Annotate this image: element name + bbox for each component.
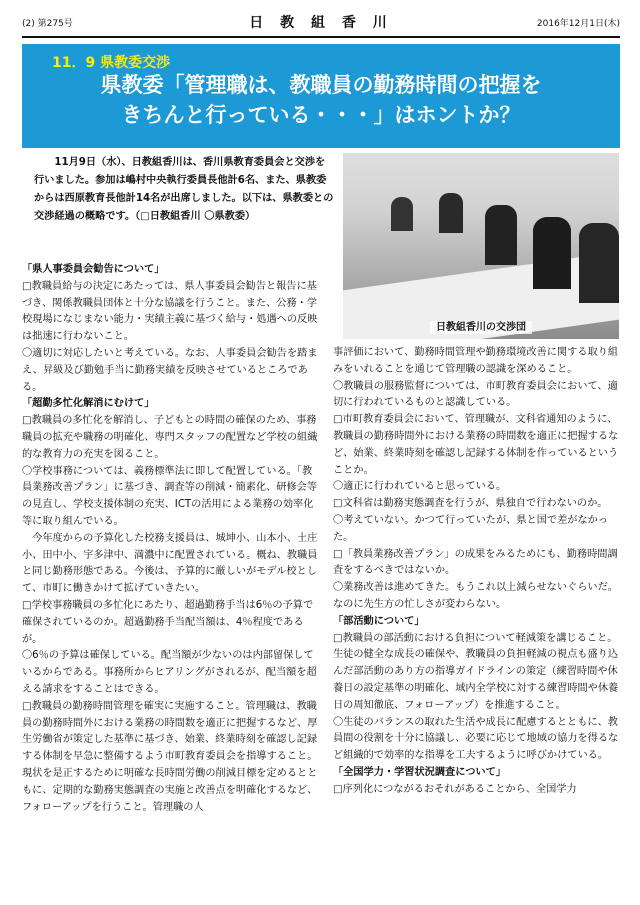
- photo-person: [579, 223, 619, 303]
- photo-caption-text: 日教組香川の交渉団: [430, 321, 532, 334]
- section-heading: 「超勤多忙化解消にむけて」: [22, 398, 155, 410]
- paragraph: 〇生徒のバランスの取れた生活や成長に配慮するとともに、教員間の役割を十分に協議し、必要に応じて地域の協力を得るなど組織的で効率的な指導を工夫するように呼びかけている。: [333, 716, 619, 762]
- paragraph: 〇学校事務については、義務標準法に即して配置している。「教員業務改善プラン」に基づき、調査等の削減・簡素化、研修会等の見直し、学校支援体制の充実、ICTの活用による業務の効率化等に取り組んでいる。: [22, 465, 318, 527]
- paragraph: 〇業務改善は進めてきた。もうこれ以上減らせないぐらいだ。なのに先生方の忙しさが変わらない。: [333, 582, 618, 610]
- headline-line-2: きちんと行っている・・・」はホントか？: [121, 103, 521, 127]
- paragraph: 今年度からの予算化した校務支援員は、城坤小、山本小、土庄小、田中小、宇多津中、満濃中に配置されている。概ね、教職員と同じ勤務形態である。今後は、予算的に厳しいがモデル校として、市町に働きかけて拡げていきたい。: [22, 532, 318, 595]
- paragraph: 〇適正に行われていると思っている。: [333, 481, 507, 493]
- paragraph: □教職員給与の決定にあたっては、県人事委員会勧告と報告に基づき、関係教職員団体と十分な協議を行うこと。また、公務・学校現場になじまない能力・実績主義に基づく給与・処遇への反映は拙速に行わないこと。: [22, 280, 318, 343]
- photo-person: [439, 193, 463, 233]
- issue-date: 2016年12月1日(木): [536, 19, 620, 29]
- paragraph: 〇適切に対応したいと考えている。なお、人事委員会勧告を踏まえ、昇級及び勤勉手当に勤務実績を反映させているところである。: [22, 347, 318, 393]
- publication-title: 日 教 組 香 川: [249, 15, 393, 31]
- page-header: [22, 10, 620, 38]
- left-column: [22, 262, 319, 816]
- paragraph: □教職員の多忙化を解消し、子どもとの時間の確保のため、事務職員の拡充や職務の明確化、専門スタッフの配置など学校の組織的な教育力の充実を図ること。: [22, 415, 318, 460]
- article-headline: [22, 70, 620, 130]
- photo-person: [533, 217, 571, 289]
- paragraph: □市町教育委員会において、管理職が、文科省通知のように、教職員の勤務時間外における業務の時間数を適正に把握するなど、始業、終業時刻を確認し記録する体制を作っているということか。: [333, 414, 619, 476]
- section-heading: 「県人事委員会勧告について」: [22, 264, 165, 275]
- photo-person: [391, 197, 413, 231]
- paragraph: □文科省は勤務実態調査を行うが、県独自で行わないのか。: [333, 498, 608, 510]
- intro-text: 11月9日（水）、日教組香川は、香川県教育委員会と交渉を行いました。参加は嶋村中央執行委員長他計6名、また、県教委からは西原教育長他計14名が出席しました。以下は、県教委との交渉経過の概略です。（□日教組香川 〇県教委）: [34, 157, 334, 222]
- negotiation-photo: [343, 153, 619, 339]
- headline-banner: [22, 44, 620, 148]
- right-column: [333, 345, 621, 799]
- paragraph: □教職員の部活動における負担について軽減策を講じること。生徒の健全な成長の確保や、教職員の負担軽減の視点も盛り込んだ部活動のあり方の指導ガイドラインの策定（練習時間や休養日の設定基準の明確化、域内全学校に対する練習時間や休養日の周知徹底、フォローアップ）を推進すること。: [333, 632, 619, 711]
- article-tag: 11．9 県教委交渉: [52, 55, 171, 71]
- paragraph: 〇教職員の服務監督については、市町教育委員会において、適切に行われているものと認識している。: [333, 380, 618, 409]
- paragraph: □「教員業務改善プラン」の成果をみるためにも、勤務時間調査をするべきではないか。: [333, 548, 618, 577]
- section-heading: 「全国学力・学習状況調査について」: [333, 766, 506, 778]
- paragraph: □序列化につながるおそれがあることから、全国学力: [333, 783, 577, 795]
- paragraph: 〇考えていない。かつて行っていたが、県と国で差がなかった。: [333, 514, 609, 543]
- paragraph: □学校事務職員の多忙化にあたり、超過勤務手当は6％の予算で確保されているのか。超過勤務手当配当額は、4％程度であるが。: [22, 599, 314, 645]
- section-heading: 「部活動について」: [333, 615, 425, 627]
- issue-number: (2) 第275号: [22, 19, 73, 29]
- paragraph: 〇6％の予算は確保している。配当額が少ないのは内部留保しているからである。事務所からヒアリングがされるが、配当額を超える請求をすることはできる。: [22, 650, 317, 695]
- headline-line-1: 県教委「管理職は、教職員の勤務時間の把握を: [100, 73, 542, 97]
- paragraph: □教職員の勤務時間管理を確実に実施すること。管理職は、教職員の勤務時間外における業務の時間数を適正に把握するなど、厚生労働省が策定した基準に基づき、始業、終業時刻を確認し記録する体制を早急に整備するよう市町教育委員会を指導すること。現状を是正するために明確な長時間労働の削減目標を定めるとともに、定期的な勤務実態調査の実施と改善点を明確化するなど、フォローアップを行うこと。管理職の人: [22, 700, 318, 813]
- photo-caption: [343, 318, 619, 333]
- paragraph: 事評価において、勤務時間管理や勤務環境改善に関する取り組みをいれることを通じて管理職の認識を深めること。: [333, 347, 619, 375]
- intro-paragraph: [34, 154, 334, 226]
- photo-person: [485, 205, 517, 265]
